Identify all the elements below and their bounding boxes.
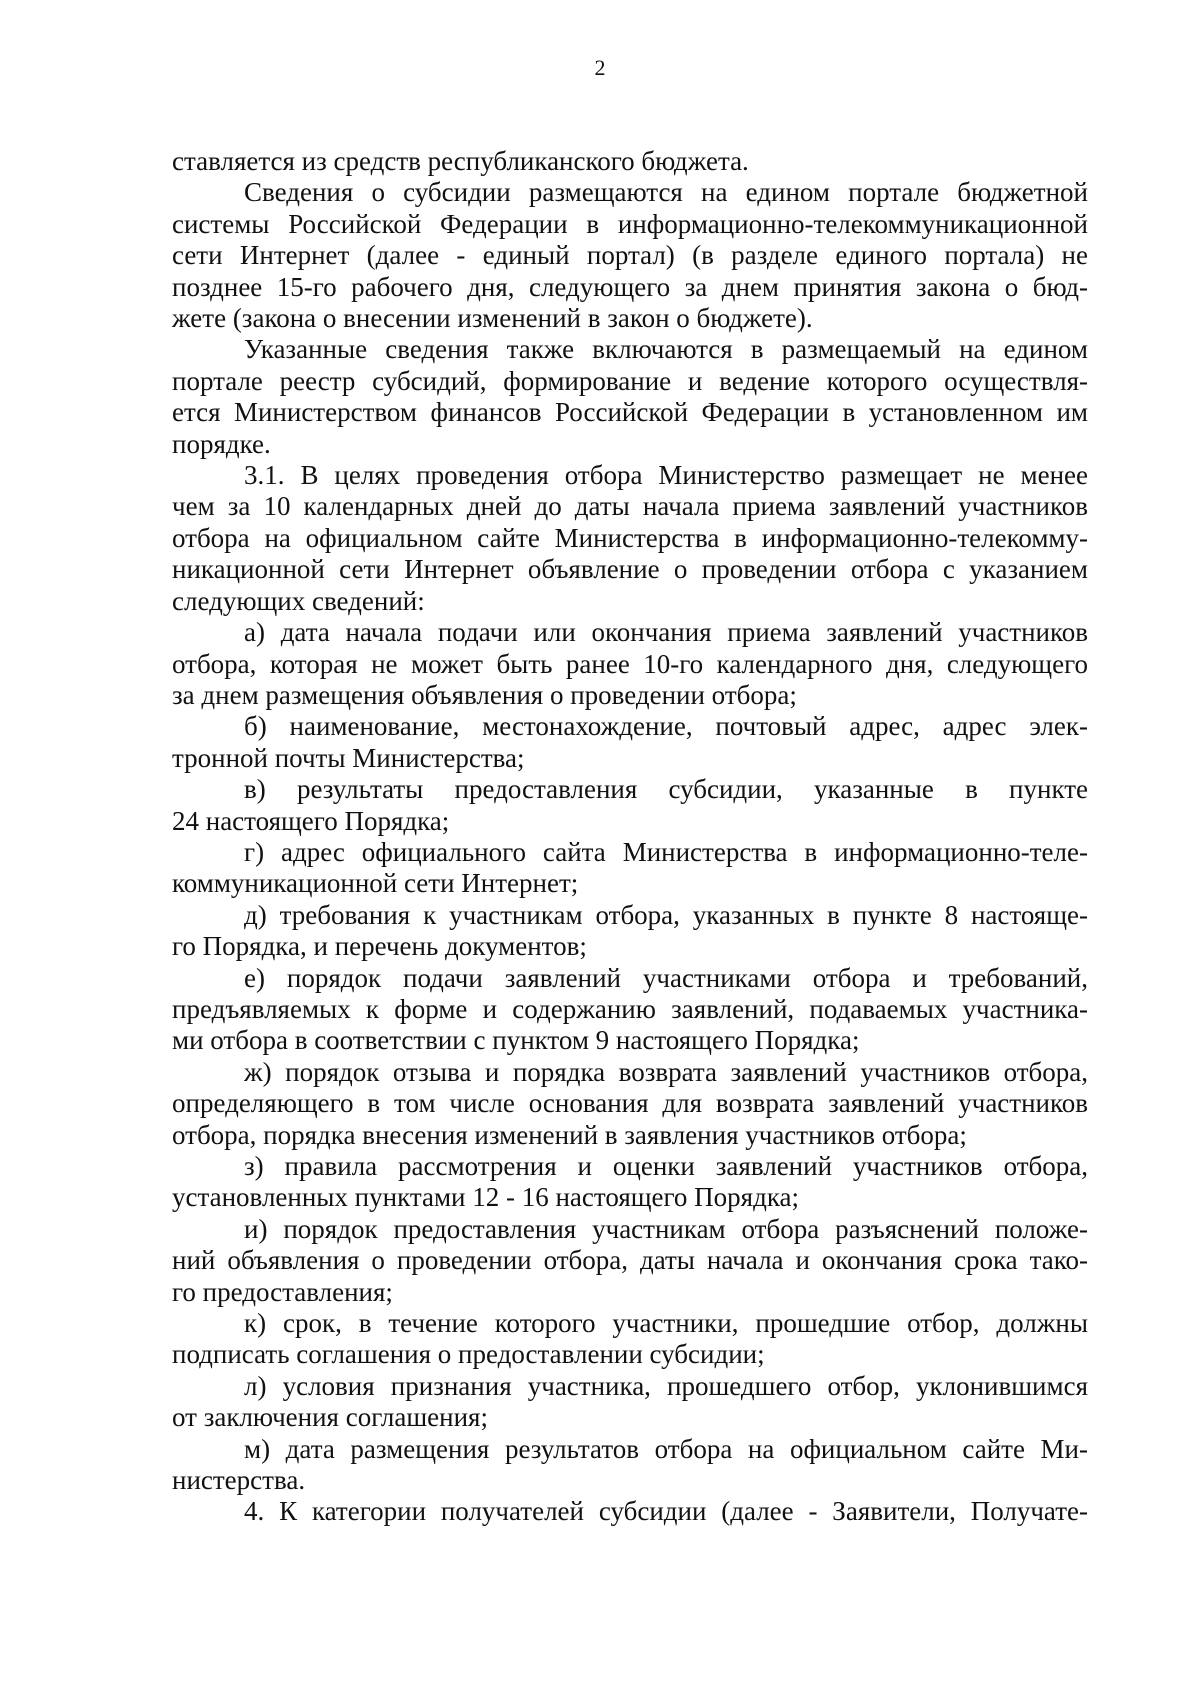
paragraph — [172, 837, 1088, 900]
text-line: 4. К категории получателей субсидии (далее - Заявители, Получате- — [244, 1496, 1088, 1527]
text-line: ми отбора в соответствии с пунктом 9 настоящего Порядка; — [172, 1025, 860, 1056]
document-body — [172, 146, 1088, 1528]
text-line: Сведения о субсидии размещаются на едином портале бюджетной — [244, 177, 1088, 208]
text-line: предъявляемых к форме и содержанию заявлений, подаваемых участника- — [172, 993, 1088, 1024]
text-line: л) условия признания участника, прошедшего отбор, уклонившимся — [244, 1370, 1088, 1401]
text-line: в) результаты предоставления субсидии, указанные в пункте — [244, 774, 1088, 805]
text-line: а) дата начала подачи или окончания приема заявлений участников — [244, 617, 1088, 648]
text-line: за днем размещения объявления о проведении отбора; — [172, 679, 797, 710]
paragraph — [172, 900, 1088, 963]
text-line: отбора на официальном сайте Министерства в информационно-телекомму- — [172, 522, 1088, 553]
text-line: 3.1. В целях проведения отбора Министерство размещает не менее — [244, 460, 1088, 491]
paragraph — [172, 1371, 1088, 1434]
text-line: го предоставления; — [172, 1276, 393, 1307]
text-line: ний объявления о проведении отбора, даты начала и окончания срока тако- — [172, 1245, 1088, 1276]
text-line: ж) порядок отзыва и порядка возврата заявлений участников отбора, — [244, 1056, 1088, 1087]
text-line: 24 настоящего Порядка; — [172, 805, 450, 836]
text-line: ется Министерством финансов Российской Федерации в установленном им — [172, 397, 1088, 428]
paragraph — [172, 334, 1088, 460]
text-line: позднее 15-го рабочего дня, следующего за днем принятия закона о бюд- — [172, 271, 1088, 302]
text-line: нистерства. — [172, 1465, 306, 1496]
paragraph — [172, 1434, 1088, 1497]
text-line: системы Российской Федерации в информационно-телекоммуникационной — [172, 208, 1088, 239]
paragraph — [172, 1151, 1088, 1214]
text-line: чем за 10 календарных дней до даты начала приема заявлений участников — [172, 491, 1088, 522]
text-line: определяющего в том числе основания для возврата заявлений участников — [172, 1088, 1088, 1119]
text-line: г) адрес официального сайта Министерства в информационно-теле- — [244, 836, 1088, 867]
text-line: отбора, которая не может быть ранее 10-го календарного дня, следующего — [172, 648, 1088, 679]
text-line: го Порядка, и перечень документов; — [172, 931, 587, 962]
paragraph — [172, 1057, 1088, 1151]
text-line: подписать соглашения о предоставлении субсидии; — [172, 1339, 765, 1370]
text-line: б) наименование, местонахождение, почтовый адрес, адрес элек- — [244, 711, 1088, 742]
text-line: ставляется из средств республиканского бюджета. — [172, 146, 749, 176]
paragraph — [172, 617, 1088, 711]
paragraph — [172, 774, 1088, 837]
paragraph — [172, 963, 1088, 1057]
text-line: установленных пунктами 12 - 16 настоящего Порядка; — [172, 1182, 800, 1213]
paragraph — [172, 1496, 1088, 1527]
text-line: и) порядок предоставления участникам отбора разъяснений положе- — [244, 1213, 1088, 1244]
text-line: портале реестр субсидий, формирование и ведение которого осуществля- — [172, 365, 1088, 396]
paragraph — [172, 146, 1088, 177]
paragraph — [172, 711, 1088, 774]
page-number: 2 — [594, 55, 606, 80]
text-line: д) требования к участникам отбора, указанных в пункте 8 настояще- — [244, 899, 1088, 930]
text-line: жете (закона о внесении изменений в закон о бюджете). — [172, 303, 813, 334]
text-line: коммуникационной сети Интернет; — [172, 868, 579, 899]
text-line: тронной почты Министерства; — [172, 742, 525, 773]
text-line: к) срок, в течение которого участники, прошедшие отбор, должны — [244, 1308, 1088, 1339]
text-line: сети Интернет (далее - единый портал) (в разделе единого портала) не — [172, 240, 1088, 271]
text-line: Указанные сведения также включаются в размещаемый на едином — [244, 334, 1088, 365]
text-line: з) правила рассмотрения и оценки заявлений участников отбора, — [244, 1151, 1088, 1181]
text-line: м) дата размещения результатов отбора на официальном сайте Ми- — [244, 1433, 1088, 1464]
text-line: порядке. — [172, 428, 271, 459]
paragraph — [172, 1214, 1088, 1308]
text-line: отбора, порядка внесения изменений в заявления участников отбора; — [172, 1119, 967, 1150]
paragraph — [172, 177, 1088, 334]
text-line: никационной сети Интернет объявление о проведении отбора с указанием — [172, 554, 1088, 585]
paragraph — [172, 460, 1088, 617]
text-line: е) порядок подачи заявлений участниками отбора и требований, — [244, 962, 1088, 993]
text-line: следующих сведений: — [172, 585, 425, 616]
text-line: от заключения соглашения; — [172, 1402, 488, 1433]
paragraph — [172, 1308, 1088, 1371]
